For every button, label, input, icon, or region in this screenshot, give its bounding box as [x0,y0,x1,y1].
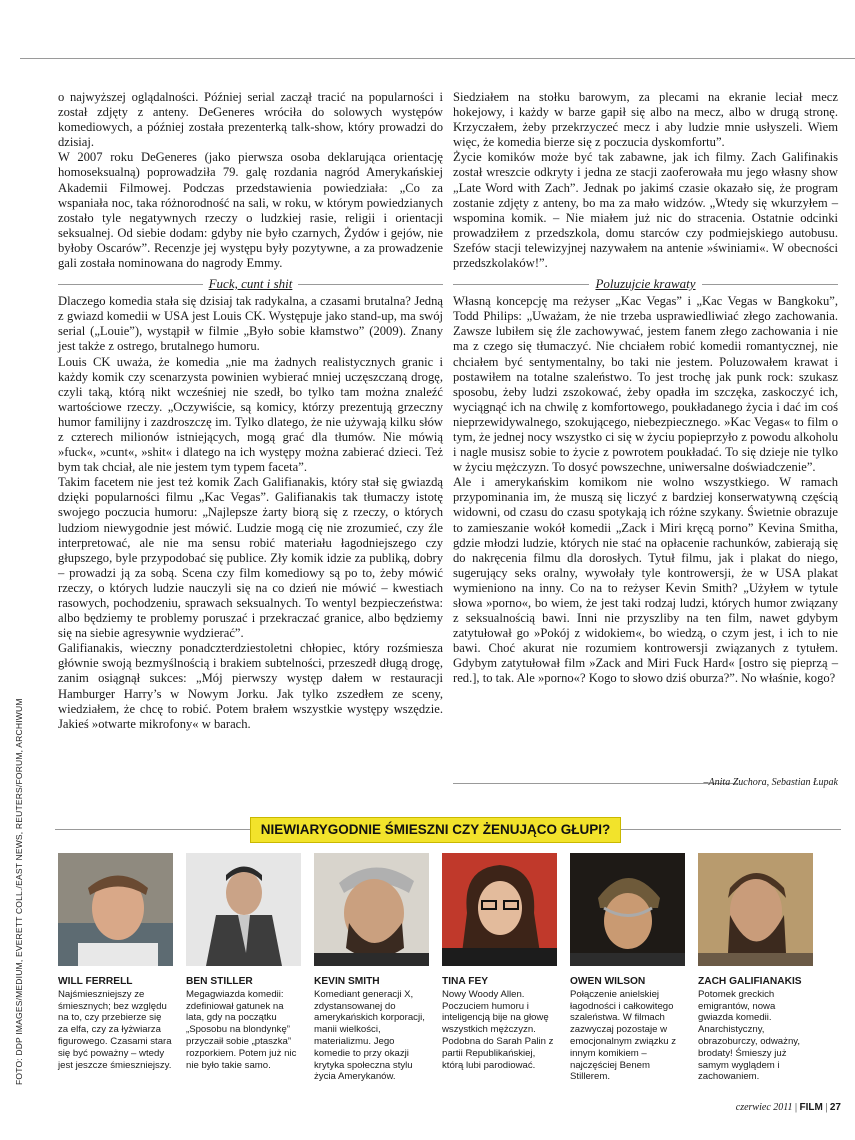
photo-ben-stiller [186,853,301,966]
photo-owen-wilson [570,853,685,966]
paragraph: o najwyższej oglądalności. Później serial zaczął tracić na popularności i został zdjęty z anteny. DeGeneres wróciła do solowych występów komediowych, a później została prezenterką talk-show, który prowadzi do dzisiaj. [58,90,443,150]
paragraph: W 2007 roku DeGeneres (jako pierwsza osoba deklarująca orientację homoseksualną) poprowadziła 79. galę rozdania nagród Amerykańskiej Akademii Filmowej. Podczas przedstawienia powiedziała: „Co za wspaniała noc, taka różnorodność na sali, w roku, w którym powiedzianych zostało tyle negatywnych rzeczy o ludzkiej rasie, religii i orientacji seksualnej. Od siebie dodam: gdyby nie było czarnych, Żydów i gejów, nie byłoby Oscarów”. Recenzje jej występu były pozytywne, a za prowadzenie gali została nominowana do nagrody Emmy. [58,150,443,271]
caption-zach-galifianakis: ZACH GALIFIANAKIS Potomek greckich emigrantów, nowa gwiazda komedii. Anarchistyczny, obrazoburczy, odważny, brodaty! Śmieszy już samym wyglądem i zachowaniem. [698,976,802,1083]
photo-credit: FOTO: DDP IMAGES/MEDIUM, EVERETT COLL./EAST NEWS, REUTERS/FORUM, ARCHIWUM [14,698,24,1085]
article-right-column [453,90,838,687]
issue-date: czerwiec 2011 [735,1102,793,1113]
paragraph: Louis CK uważa, że komedia „nie ma żadnych realistycznych granic i każdy komik czy scenarzysta powinien wybierać mniej uczęszczaną drogę, czyli taką, którą nikt wcześniej nie szedł, bo tylko tam można znaleźć wartościowe rzeczy. „Oczywiście, są komicy, którzy prezentują grzeczny humor familijny i zazdroszczę im. Tylko dlatego, że nie używają kilku słów z czterech milionów istniejących, mogą grać dla tłumów. Nie mówią »fuck«, »cunt«, »shit« i dlatego na ich występy można zabierać dzieci. Też bym tak chciał, ale nie jestem tym typem faceta”. [58,354,443,475]
photo-tina-fey [442,853,557,966]
photo-zach-galifianakis [698,853,813,966]
section-subhead: Fuck, cunt i shit [58,276,443,292]
paragraph: Siedziałem na stołku barowym, za plecami na ekranie leciał mecz hokejowy, i każdy w barze gapił się albo na mecz, albo w drugą stronę. Krzyczałem, żeby przekrzyczeć mecz i aby ludzie mnie usłyszeli. Wiem więc, że komedia bierze się z poczucia dyskomfortu”. [453,90,838,150]
paragraph: Dlaczego komedia stała się dzisiaj tak radykalna, a czasami brutalna? Jedną z gwiazd komedii w USA jest Louis CK. Występuje jako stand-up, ma swój serial („Louie”), wystąpił w filmie „Było sobie kłamstwo” (2009). Znany jest także z ostrego, brutalnego humoru. [58,294,443,354]
caption-ben-stiller: BEN STILLER Megagwiazda komedii: zdefiniował gatunek na lata, gdy na początku „Sposobu na blondynkę” przyczaił sobie „ptaszka” rozporkiem. Potem już nic nie było takie samo. [186,976,297,1071]
caption-tina-fey: TINA FEY Nowy Woody Allen. Poczuciem humoru i inteligencją bije na głowę wszystkich mężczyzn. Podobna do Sarah Palin z partii Republikańskiej, którą lubi parodiować. [442,976,554,1071]
paragraph: Ale i amerykańskim komikom nie wolno wszystkiego. W ramach przypominania im, że muszą się liczyć z bardziej konserwatywną częścią widowni, od czasu do czasu spotykają ich różne szykany. Świetnie obrazuje to zamieszanie wokół komedii „Zack i Miri kręcą porno” Kevina Smitha, gdzie młodzi ludzie, których nie stać na opłacenie rachunków, zabierają się do nakręcenia filmu dla dorosłych. Tytuł filmu, jak i plakat do niego, sugerujący seks oralny, wywołały tyle kontrowersji, że w USA plakat wymieniono na inny. Co na to reżyser Kevin Smith? „Użyłem w tytule słowa »porno«, bo wiem, że jest taki rodzaj ludzi, których humor związany z seksualnością bawi. Inni nie przyszliby na ten film, nawet gdybym zatytułował go »Pokój z widokiem«, bo wiedzą, o czym jest, i ich to nie bawi. Choć akurat nie rozumiem kontrowersji związanych z tytułem. Gdybym zatytułował film »Zack and Miri Fuck Hard« [ostro się pieprzą – red.], to tak. Ale »porno«? Kogo to słowo dziś oburza?”. No właśnie, kogo? [453,475,838,686]
caption-kevin-smith: KEVIN SMITH Komediant generacji X, zdystansowanej do amerykańskich korporacji, manii wielkości, materializmu. Jego komedie to przy okazji krytyka społeczna stylu życia Amerykanów. [314,976,425,1083]
sidebar-banner: NIEWIARYGODNIE ŚMIESZNI CZY ŻENUJĄCO GŁUPI? [250,817,621,843]
article-left-column [58,90,443,732]
paragraph: Życie komików może być tak zabawne, jak ich filmy. Zach Galifinakis został wreszcie odkryty i jedna ze stacji zaoferowała mu jego własny show „Late Word with Zach”. Jednak po jakimś czasie okazało się, że program zostanie zdjęty z anteny, bo ma za mało widzów. „Wtedy się wkurzyłem – wspomina komik. – Nie miałem już nic do stracenia. Ostatnie odcinki prowadziłem z przedszkola, domu starców czy podmiejskiego autobusu. Szefów stacji telewizyjnej nazywałem na antenie »świniami«. W obecności przedszkolaków!”. [453,150,838,271]
caption-owen-wilson: OWEN WILSON Połączenie anielskiej łagodności i całkowitego szaleństwa. W filmach zazwyczaj pozostaje w emocjonalnym związku z innym komikiem – najczęściej Benem Stillerem. [570,976,677,1083]
page-footer: czerwiec 2011 | FILM | 27 [735,1102,841,1113]
magazine-name: FILM [799,1102,823,1113]
paragraph: Galifianakis, wieczny ponadczterdziestoletni chłopiec, który rozśmiesza głównie swoją bezmyślnością i brakiem subtelności, przeszedł długą drogę, zanim osiągnął sukces: „Mój pierwszy występ dałem w restauracji Hamburger Harry’s w Nowym Jorku. Jak tylko zszedłem ze sceny, wiedziałem, że chcę to robić. Potem brałem wszystkie występy wszędzie. Jakieś »otwarte mikrofony« w barach. [58,641,443,731]
author-names: –Anita Zuchora, Sebastian Łupak [703,777,838,788]
page-number: 27 [829,1102,841,1113]
photo-will-ferrell [58,853,173,966]
section-subhead: Poluzujcie krawaty [453,276,838,292]
caption-will-ferrell: WILL FERRELL Najśmieszniejszy ze śmiesznych; bez względu na to, czy przebierze się za elfa, czy za łyżwiarza figurowego. Czasami stara się być poważny – wtedy jest jeszcze śmieszniejszy. [58,976,172,1071]
paragraph: Własną koncepcję ma reżyser „Kac Vegas” i „Kac Vegas w Bangkoku”, Todd Philips: „Uważam, że nie trzeba usprawiedliwiać złego zachowania. Zawsze lubiłem się źle zachowywać, jestem fanem złego zachowania i nie ma z czego się tłumaczyć. Nie chciałem robić komedii romantycznej, nie chciałem być sentymentalny, bo taki nie jestem. Poluzowałem krawat i postawiłem na totalne szaleństwo. To jest trochę jak punk rock: szukasz sposobu, żeby ludzi zszokować, żeby opadła im szczęka, zaskoczyć ich, wyciągnąć ich na chwilę z komfortowego, poukładanego życia i dać im coś nieprzewidywalnego, szokującego, niebezpiecznego. »Kac Vegas« to film o tym, że jednej nocy wszystko ci się w życiu popieprzyło z powodu alkoholu i nagle musisz sobie to życie z powrotem poukładać. To się dzieje nie tylko w życiu mężczyzn. To dosyć powszechne, uniwersalne doświadczenie”. [453,294,838,475]
photo-kevin-smith [314,853,429,966]
top-rule [20,58,855,59]
paragraph: Takim facetem nie jest też komik Zach Galifianakis, który stał się gwiazdą dzięki popularności filmu „Kac Vegas”. Galifianakis tak tłumaczy istotę swojego poczucia humoru: „Najlepsze żarty biorą się z rzeczy, o których ludziom niewygodnie jest mówić. Ludzie mogą cię nie zrozumieć, czy źle interpretować, ale nie ma sensu robić materiału łagodniejszego czy głupszego, byle przypodobać się publice. Zły komik idzie za publiką, dobry – prowadzi ją za sobą. Scena czy film komediowy są po to, żeby mówić rzeczy, o których ludzie nauczyli się na co dzień nie mówić – kwestiach rasowych, pochodzeniu, sprawach seksualnych. To wentyl bezpieczeństwa: albo będziemy te problemy poruszać i przekraczać granice, albo będziemy się na siebie agresywnie wydzierać”. [58,475,443,641]
author-byline [453,774,838,794]
